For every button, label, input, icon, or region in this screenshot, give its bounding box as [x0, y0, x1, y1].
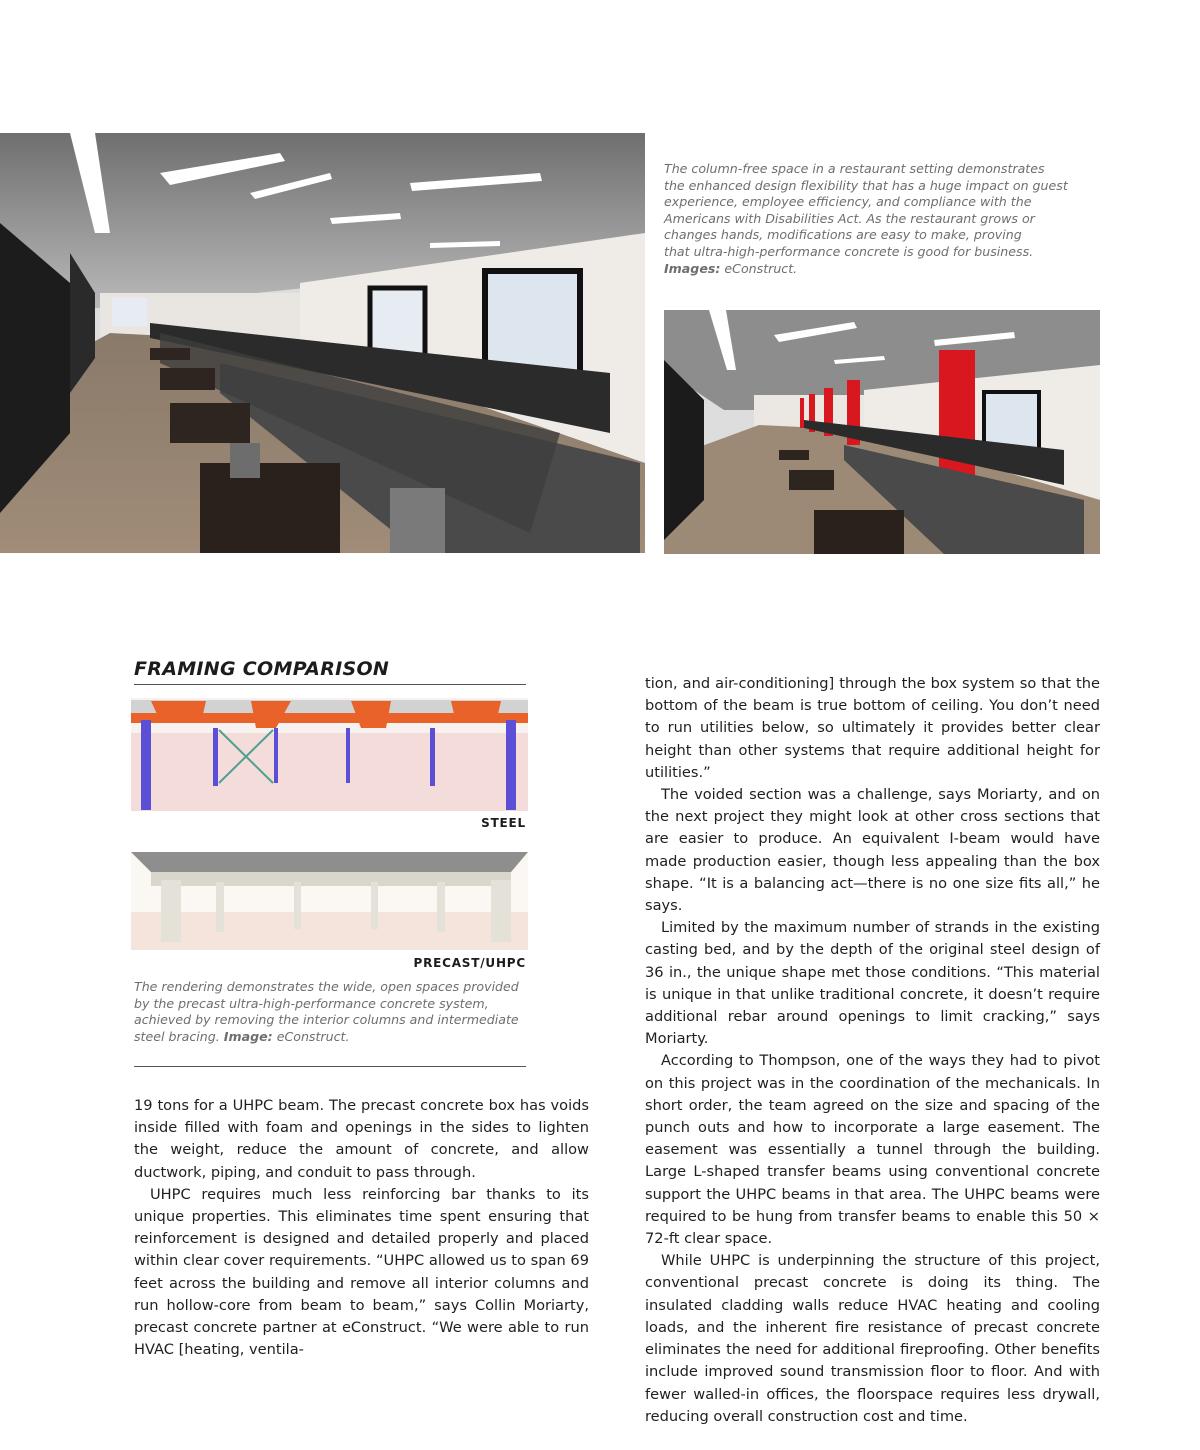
steel-framing-illustration: [131, 698, 528, 811]
caption-line: achieved by removing the interior columns and intermediate: [134, 1012, 519, 1028]
precast-uhpc-label: PRECAST/UHPC: [413, 956, 526, 970]
sidebar-title: FRAMING COMPARISON: [134, 658, 390, 680]
secondary-restaurant-illustration: [664, 310, 1100, 554]
paragraph: The voided section was a challenge, says Moriarty, and on the next project they might look at other cross sections that are easier to produce. An equivalent I-beam would have made production easier, though less appealing than the box shape. “It is a balancing act—there is no one size fits all,” he says.: [645, 786, 1100, 915]
paragraph: While UHPC is underpinning the structure of this project, conventional precast concrete is doing its thing. The insulated cladding walls reduce HVAC heating and cooling loads, and the inherent fire resistance of precast concrete eliminates the need for additional fireproofing. Other benefits include improved sound transmission floor to floor. And with fewer walled-in offices, the floorspace requires less drywall, reducing overall construction cost and time.: [645, 1252, 1100, 1425]
caption-credit-line: [664, 261, 1094, 278]
top-photo-caption: [664, 161, 1094, 277]
left-body-column: [134, 1095, 589, 1361]
steel-framing-rendering: [131, 698, 528, 811]
caption-last-text: steel bracing.: [134, 1028, 224, 1044]
secondary-restaurant-photo: [664, 310, 1100, 554]
caption-line: by the precast ultra-high-performance concrete system,: [134, 995, 489, 1011]
sidebar-caption: [134, 979, 526, 1045]
caption-line: experience, employee efficiency, and compliance with the: [664, 194, 1032, 210]
main-restaurant-photo: [0, 133, 645, 553]
paragraph: UHPC requires much less reinforcing bar thanks to its unique properties. This eliminates time spent ensuring that reinforcement is designed and detailed properly and placed within clear cover requirements. “UHPC allowed us to span 69 feet across the building and remove all interior columns and run hollow-core from beam to beam,” says Collin Moriarty, precast concrete partner at eConstruct. “We were able to run HVAC [heating, ventila-: [134, 1185, 589, 1359]
caption-line: changes hands, modifications are easy to make, proving: [664, 227, 1022, 243]
main-restaurant-illustration: [0, 133, 645, 553]
steel-label: STEEL: [481, 816, 526, 830]
caption-line: the enhanced design flexibility that has a huge impact on guest: [664, 177, 1068, 193]
caption-credit-value: eConstruct.: [272, 1028, 350, 1044]
caption-line: Americans with Disabilities Act. As the restaurant grows or: [664, 210, 1035, 226]
precast-framing-illustration: [131, 852, 528, 950]
caption-credit-label: Image:: [223, 1028, 273, 1044]
caption-line: that ultra-high-performance concrete is good for business.: [664, 243, 1034, 259]
caption-line: The rendering demonstrates the wide, open spaces provided: [134, 979, 519, 994]
caption-credit-label: Images:: [664, 260, 721, 276]
sidebar-top-rule: [134, 684, 526, 685]
paragraph: 19 tons for a UHPC beam. The precast concrete box has voids inside filled with foam and openings in the sides to lighten the weight, reduce the amount of concrete, and allow ductwork, piping, and conduit to pass through.: [134, 1097, 589, 1181]
caption-line: The column-free space in a restaurant setting demonstrates: [664, 161, 1045, 176]
right-body-column: [645, 673, 1100, 1428]
paragraph: Limited by the maximum number of strands in the existing casting bed, and by the depth of the original steel design of 36 in., the unique shape met those conditions. “This material is unique in that unlike traditional concrete, it doesn’t require additional rebar around openings to limit cracking,” says Moriarty.: [645, 919, 1100, 1048]
paragraph: According to Thompson, one of the ways they had to pivot on this project was in the coordination of the mechanicals. In short order, the team agreed on the size and spacing of the punch outs and how to incorporate a large easement. The easement was essentially a tunnel through the building. Large L-shaped transfer beams using conventional concrete support the UHPC beams in that area. The UHPC beams were required to be hung from transfer beams to enable this 50 × 72-ft clear space.: [645, 1052, 1100, 1248]
caption-credit-line: [134, 1029, 526, 1046]
sidebar-bottom-rule: [134, 1066, 526, 1067]
precast-framing-rendering: [131, 852, 528, 950]
paragraph: tion, and air-conditioning] through the box system so that the bottom of the beam is true bottom of ceiling. You don’t need to run utilities below, so ultimately it provides better clear height than other systems that require additional height for utilities.”: [645, 675, 1100, 781]
caption-credit-value: eConstruct.: [720, 260, 798, 276]
